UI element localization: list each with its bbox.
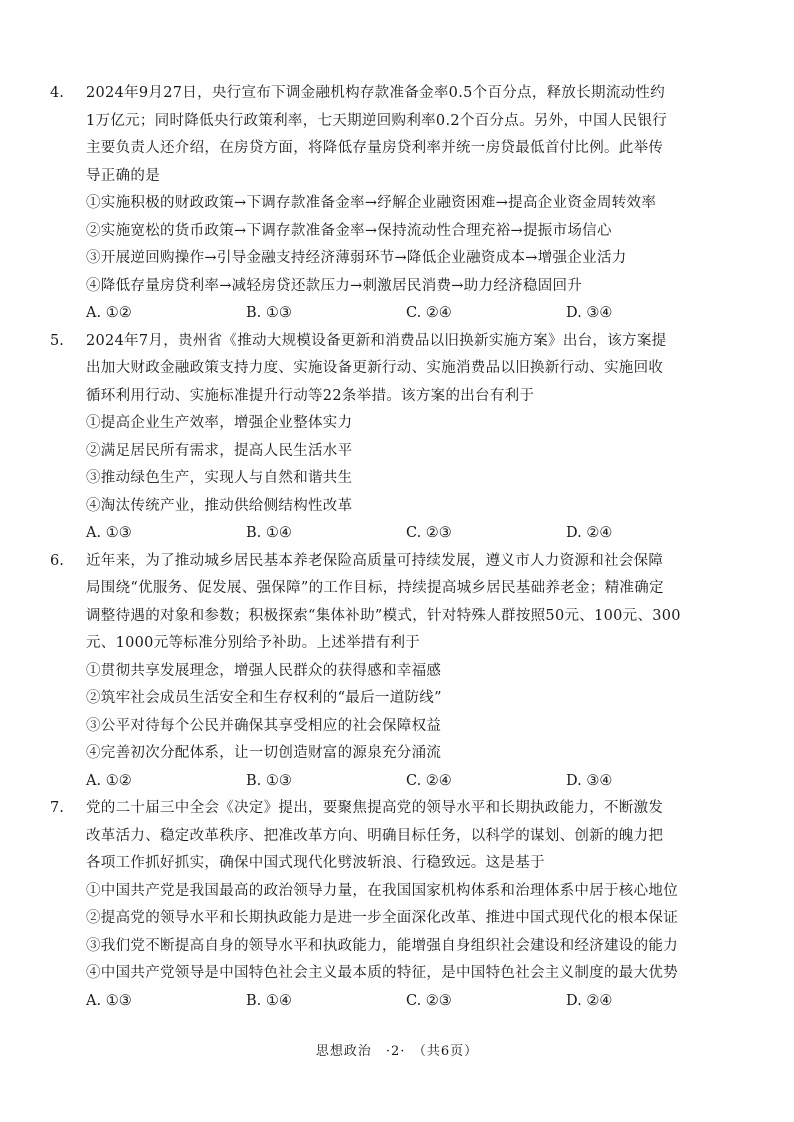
question-stem-line: 调整待遇的对象和参数；积极探索“集体补助”模式，针对特殊人群按照50元、100元、300 — [86, 607, 681, 624]
answer-choice-a: A. ①② — [86, 305, 132, 321]
statement-option: ③公平对待每个公民并确保其享受相应的社会保障权益 — [86, 717, 442, 734]
statement-option: ②提高党的领导水平和长期执政能力是进一步全面深化改革、推进中国式现代化的根本保证 — [86, 910, 678, 926]
statement-option: ②实施宽松的货币政策→下调存款准备金率→保持流动性合理充裕→提振市场信心 — [86, 222, 612, 239]
answer-choice-b: B. ①④ — [246, 525, 292, 541]
statement-option: ④完善初次分配体系，让一切创造财富的源泉充分涌流 — [86, 745, 442, 761]
statement-option: ③我们党不断提高自身的领导水平和执政能力，能增强自身组织社会建设和经济建设的能力 — [86, 937, 678, 954]
answer-choice-c: C. ②④ — [406, 305, 452, 321]
question-body — [86, 795, 720, 1015]
question-number: 6. — [50, 552, 64, 569]
question-stem-line: 2024年7月，贵州省《推动大规模设备更新和消费品以旧换新实施方案》出台，该方案提 — [86, 332, 667, 349]
statement-option: ①提高企业生产效率，增强企业整体实力 — [86, 415, 353, 431]
question-stem-line: 出加大财政金融政策支持力度、实施设备更新行动、实施消费品以旧换新行动、实施回收 — [86, 360, 664, 376]
statement-option: ③开展逆回购操作→引导金融支持经济薄弱环节→降低企业融资成本→增强企业活力 — [86, 250, 627, 266]
question-stem-line: 近年来，为了推动城乡居民基本养老保险高质量可持续发展，遵义市人力资源和社会保障 — [86, 552, 664, 569]
answer-choice-a: A. ①② — [86, 772, 132, 789]
question-body — [86, 328, 720, 548]
question-stem-line: 1万亿元；同时降低央行政策利率，七天期逆回购利率0.2个百分点。另外，中国人民银行 — [86, 112, 668, 129]
statement-option: ①中国共产党是我国最高的政治领导力量，在我国国家机构体系和治理体系中居于核心地位 — [86, 882, 678, 899]
question-4 — [50, 80, 720, 328]
answer-choices — [86, 988, 720, 1016]
answer-choices — [86, 520, 720, 548]
question-number: 5. — [50, 332, 64, 349]
answer-choices — [86, 768, 720, 796]
question-stem-line: 导正确的是 — [86, 167, 160, 184]
answer-choice-d: D. ②④ — [566, 992, 613, 1009]
statement-option: ③推动绿色生产，实现人与自然和谐共生 — [86, 470, 353, 486]
answer-choices — [86, 300, 720, 328]
question-5 — [50, 328, 720, 548]
statement-option: ④淘汰传统产业，推动供给侧结构性改革 — [86, 497, 353, 514]
question-stem-line: 元、1000元等标准分别给予补助。上述举措有利于 — [86, 635, 421, 651]
question-body — [86, 80, 720, 328]
question-number: 7. — [50, 800, 64, 816]
question-stem-line: 各项工作抓好抓实，确保中国式现代化劈波斩浪、行稳致远。这是基于 — [86, 855, 545, 871]
answer-choice-d: D. ②④ — [566, 525, 613, 541]
question-stem-line: 局围绕“优服务、促发展、强保障”的工作目标，持续提高城乡居民基础养老金；精准确定 — [86, 580, 664, 596]
question-number: 4. — [50, 85, 64, 101]
answer-choice-d: D. ③④ — [566, 305, 613, 321]
statement-option: ②满足居民所有需求，提高人民生活水平 — [86, 442, 353, 459]
question-list — [50, 80, 720, 1015]
answer-choice-d: D. ③④ — [566, 772, 613, 789]
answer-choice-a: A. ①③ — [86, 992, 132, 1009]
question-stem-line: 循环利用行动、实施标准提升行动等22条举措。该方案的出台有利于 — [86, 387, 535, 404]
answer-choice-c: C. ②③ — [406, 525, 452, 541]
statement-option: ④降低存量房贷利率→减轻房贷还款压力→刺激居民消费→助力经济稳固回升 — [86, 277, 583, 294]
answer-choice-a: A. ①③ — [86, 525, 132, 541]
statement-option: ①实施积极的财政政策→下调存款准备金率→纾解企业融资困难→提高企业资金周转效率 — [86, 195, 657, 211]
answer-choice-c: C. ②④ — [406, 772, 452, 789]
page-footer: 思想政治 ·2· （共6页） — [315, 1044, 479, 1059]
question-7 — [50, 795, 720, 1015]
answer-choice-b: B. ①④ — [246, 992, 292, 1009]
question-stem-line: 主要负责人还介绍，在房贷方面，将降低存量房贷利率并统一房贷最低首付比例。此举传 — [86, 140, 664, 156]
question-stem-line: 改革活力、稳定改革秩序、把准改革方向、明确目标任务，以科学的谋划、创新的魄力把 — [86, 827, 664, 844]
answer-choice-b: B. ①③ — [246, 772, 292, 789]
statement-option: ①贯彻共享发展理念，增强人民群众的获得感和幸福感 — [86, 662, 442, 679]
answer-choice-b: B. ①③ — [246, 305, 292, 321]
question-6 — [50, 548, 720, 796]
statement-option: ④中国共产党领导是中国特色社会主义最本质的特征，是中国特色社会主义制度的最大优势 — [86, 965, 678, 981]
statement-option: ②筑牢社会成员生活安全和生存权利的“最后一道防线” — [86, 690, 442, 706]
question-stem-line: 2024年9月27日，央行宣布下调金融机构存款准备金率0.5个百分点，释放长期流动性约 — [86, 85, 666, 101]
question-stem-line: 党的二十届三中全会《决定》提出，要聚焦提高党的领导水平和长期执政能力，不断激发 — [86, 800, 664, 816]
answer-choice-c: C. ②③ — [406, 992, 452, 1009]
question-body — [86, 548, 720, 796]
